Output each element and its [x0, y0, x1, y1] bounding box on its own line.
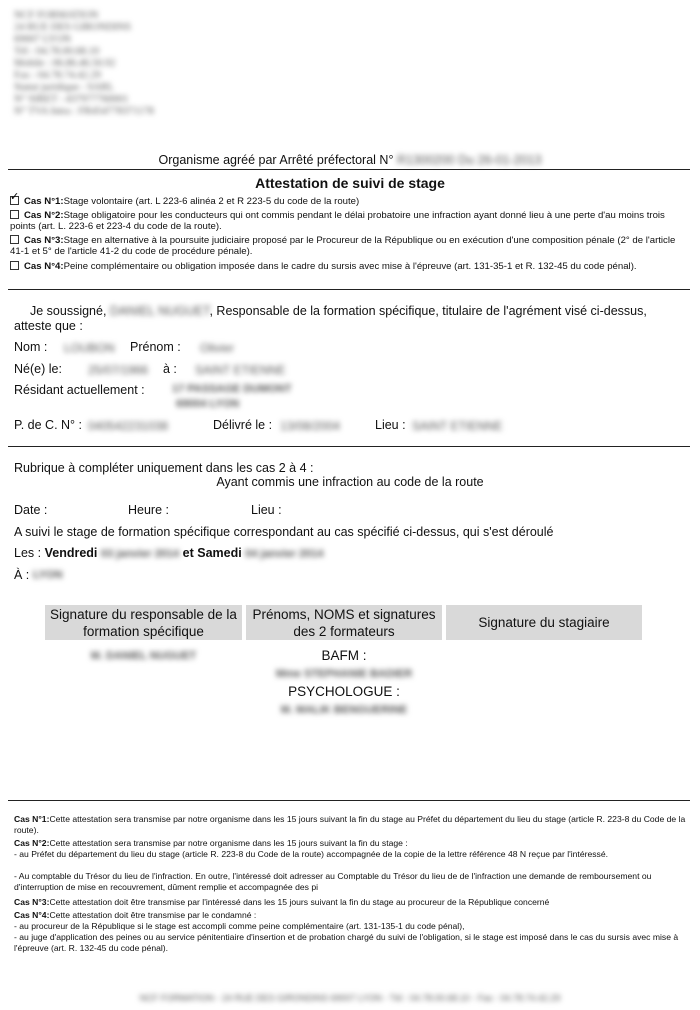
bafm-label: BAFM : — [321, 648, 367, 663]
pc-value: 040542231038 — [88, 419, 169, 433]
a-value: SAINT ETIENNE — [195, 363, 286, 377]
nom-value: LOUBON — [64, 341, 115, 355]
address-line2: 69004 LYON — [176, 398, 240, 410]
date2: 04 janvier 2014 — [245, 548, 324, 560]
org-fax: Fax : 04.78.74.42.29 — [14, 70, 101, 81]
note-case-2-tresor — [14, 871, 686, 893]
rubrique-subtitle: Ayant commis une infraction au code de la route — [216, 475, 484, 489]
note-case-4-procureur — [14, 921, 686, 932]
declaration-line — [30, 304, 670, 318]
stage-line: A suivi le stage de formation spécifique correspondant au cas spécifié ci-dessus, qui s'est déroulé — [14, 525, 554, 539]
prenom-value: Olivier — [200, 341, 235, 355]
address-line1: 17 PASSAGE DUMONT — [172, 383, 292, 395]
a-label: à : — [163, 362, 177, 376]
stage-dates — [14, 546, 324, 560]
note-case-4 — [14, 910, 686, 921]
note-text: Cette attestation doit être transmise par le condamné : — [49, 910, 257, 920]
divider — [8, 169, 690, 170]
delivre-label: Délivré le : — [213, 418, 273, 432]
page-footer: NCF FORMATION - 24 RUE DES GIRONDINS 69007 LYON - Tél : 04.78.00.68.10 - Fax : 04.78.74.42.29 — [139, 993, 561, 1003]
case-text: Stage volontaire (art. L 223-6 alinéa 2 et R 223-5 du code de la route) — [63, 196, 360, 207]
org-tva: N° TVA Intra : FR454778371178 — [14, 106, 154, 117]
case-4[interactable] — [10, 261, 685, 272]
divider — [8, 800, 690, 801]
declaration-line2: atteste que : — [14, 319, 83, 333]
note-case-1 — [14, 814, 686, 836]
page-title: Attestation de suivi de stage — [255, 175, 445, 191]
org-city: 69007 LYON — [14, 34, 71, 45]
case-code: Cas N°2: — [24, 210, 64, 221]
date-label: Date : — [14, 503, 48, 517]
checkbox-case-4[interactable] — [10, 261, 19, 270]
et-label: et — [182, 546, 194, 560]
psy-name: M. MALIK BENGUERINE — [280, 704, 408, 716]
signature-col-responsable: Signature du responsable de la formation spécifique — [45, 605, 242, 640]
checkbox-case-1[interactable] — [10, 196, 19, 205]
note-code: Cas N°2: — [14, 838, 50, 848]
org-siret: N° SIRET : 437977760001 — [14, 94, 129, 105]
checkbox-case-2[interactable] — [10, 210, 19, 219]
case-3[interactable] — [10, 235, 685, 258]
note-case-2-prefet — [14, 849, 686, 860]
psy-label: PSYCHOLOGUE : — [288, 684, 400, 699]
note-text: - au Préfet du département du lieu du stage (article R. 223-8 du Code de la route) accompagnée de la copie de la lettre référence 48 N reçue par l'intéressé. — [14, 849, 609, 859]
org-statut: Statut juridique : SARL — [14, 82, 115, 93]
rubrique-intro: Rubrique à compléter uniquement dans les cas 2 à 4 : — [14, 461, 314, 475]
case-code: Cas N°1: — [24, 196, 64, 207]
agrement-line — [0, 153, 700, 167]
date1: 03 janvier 2014 — [100, 548, 180, 560]
note-code: Cas N°1: — [14, 814, 50, 824]
note-case-3 — [14, 897, 686, 908]
divider — [8, 446, 690, 447]
note-text: - au procureur de la République si le stage est accompli comme peine complémentaire (art. 131-135-1 du code pénal), — [14, 921, 465, 931]
responsable-name: DANIEL NUGUET — [109, 304, 210, 318]
org-tel: Tél : 04.78.00.68.10 — [14, 46, 100, 57]
stage-a-label: À : — [14, 568, 30, 582]
org-name: NCF FORMATION — [14, 10, 99, 21]
residant-label: Résidant actuellement : — [14, 383, 145, 397]
note-case-4-juge — [14, 932, 686, 954]
lieu-label: Lieu : — [375, 418, 406, 432]
note-text: - Au comptable du Trésor du lieu de l'infraction. En outre, l'intéressé doit adresser au Comptable du Trésor du lieu de de l'infraction une demande de remboursement ou d'interruption de mise en recouvrement, dûment remplie et accompagnée des pi — [14, 871, 652, 892]
day1: Vendredi — [44, 546, 98, 560]
note-case-2 — [14, 838, 686, 849]
infraction-lieu-label: Lieu : — [251, 503, 282, 517]
note-code: Cas N°3: — [14, 897, 50, 907]
pc-label: P. de C. N° : — [14, 418, 82, 432]
case-code: Cas N°3: — [24, 235, 64, 246]
lieu-value: SAINT ETIENNE — [412, 419, 503, 433]
les-label: Les : — [14, 546, 42, 560]
org-mobile: Mobile : 06.86.46.50.92 — [14, 58, 116, 69]
note-text: Cette attestation sera transmise par notre organisme dans les 15 jours suivant la fin du stage au Préfet du département du lieu du stage (article R. 223-8 du Code de la route). — [14, 814, 686, 835]
bafm-name: Mme STEPHANIE BADIER — [275, 668, 413, 680]
signature-col-formateurs: Prénoms, NOMS et signatures des 2 formateurs — [246, 605, 442, 640]
signature-col-stagiaire: Signature du stagiaire — [446, 605, 642, 640]
case-text: Peine complémentaire ou obligation imposée dans le cadre du sursis avec mise à l'épreuve (art. 131-35-1 et R. 132-45 du code pénal). — [63, 261, 637, 272]
checkbox-case-3[interactable] — [10, 235, 19, 244]
declaration-prefix: Je soussigné, — [30, 304, 107, 318]
org-address: 24 RUE DES GIRONDINS — [14, 22, 131, 33]
divider — [8, 289, 690, 290]
case-code: Cas N°4: — [24, 261, 64, 272]
day2: Samedi — [197, 546, 242, 560]
case-2[interactable] — [10, 210, 685, 233]
agrement-label: Organisme agréé par Arrêté préfectoral N° — [158, 153, 394, 167]
declaration-suffix: , Responsable de la formation spécifique, titulaire de l'agrément visé ci-dessus, — [209, 304, 647, 318]
responsable-signature-name: M. DANIEL NUGUET — [90, 650, 197, 662]
agrement-number: R1300200 Du 26-01-2013 — [396, 153, 542, 167]
note-text: Cette attestation sera transmise par notre organisme dans les 15 jours suivant la fin du stage : — [49, 838, 408, 848]
case-1[interactable] — [10, 196, 685, 207]
ne-value: 25/07/1966 — [88, 363, 149, 377]
note-code: Cas N°4: — [14, 910, 50, 920]
note-text: - au juge d'application des peines ou au service pénitentiaire d'insertion et de probation chargé du suivi de l'obligation, si le stage est imposé dans le cas du sursis avec mise à l'épreuve (art. R. 132-45 du code pénal). — [14, 932, 679, 953]
delivre-value: 13/08/2004 — [280, 419, 341, 433]
case-text: Stage en alternative à la poursuite judiciaire proposé par le Procureur de la République ou en exécution d'une composition pénale (2° de l'article 41-1 et 5° de l'article 41-2 du code de procédure pénale). — [10, 235, 676, 258]
prenom-label: Prénom : — [130, 340, 181, 354]
nom-label: Nom : — [14, 340, 48, 354]
note-text: Cette attestation doit être transmise par l'intéressé dans les 15 jours suivant la fin du stage au procureur de la République concerné — [49, 897, 550, 907]
stage-a-value: LYON — [33, 569, 63, 581]
heure-label: Heure : — [128, 503, 169, 517]
case-text: Stage obligatoire pour les conducteurs qui ont commis pendant le délai probatoire une infraction ayant donné lieu à une perte d'au moins trois points (art. L. 223-6 et 223-4 du code de la route). — [10, 210, 665, 233]
ne-label: Né(e) le: — [14, 362, 62, 376]
